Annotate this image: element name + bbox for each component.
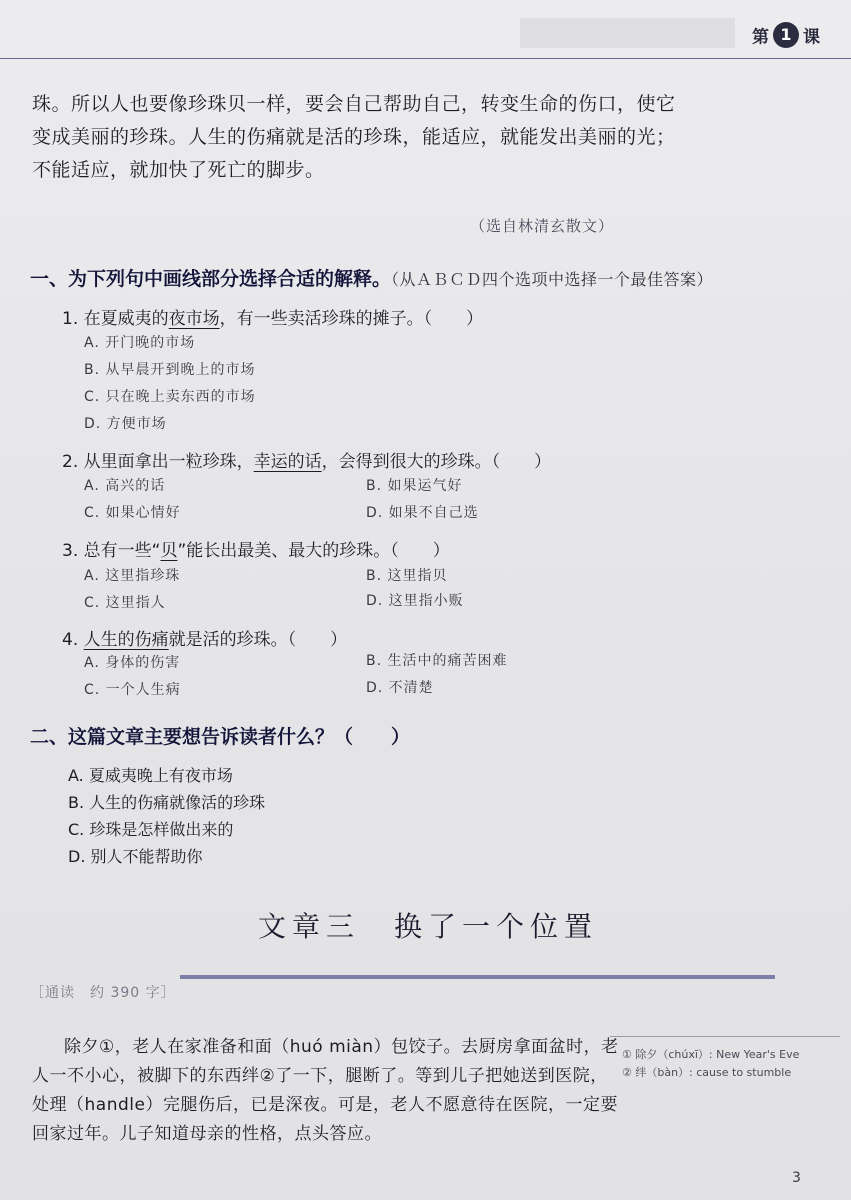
section1-title: 一、为下列句中画线部分选择合适的解释。: [30, 268, 392, 290]
question-3: [62, 536, 450, 561]
header-divider: [0, 58, 851, 59]
article-title: 文章三 换了一个位置: [258, 910, 599, 943]
question-1: [62, 304, 483, 329]
option-s2a: A. 夏威夷晚上有夜市场: [68, 766, 233, 785]
question-2: [62, 447, 551, 472]
question-text: 4.: [62, 630, 84, 650]
option-2c: C. 如果心情好: [84, 505, 181, 521]
option-3b: B. 这里指贝: [366, 568, 448, 584]
article-line: 除夕①，老人在家准备和面（huó miàn）包饺子。去厨房拿面盆时，老: [64, 1037, 619, 1057]
lesson-marker: [752, 22, 820, 48]
option-3c: C. 这里指人: [84, 595, 166, 611]
page-number: 3: [792, 1170, 801, 1186]
underlined-phrase: 幸运的话: [253, 452, 322, 472]
footnote-1: ① 除夕（chúxī）: New Year's Eve: [622, 1048, 800, 1061]
option-1a: A. 开门晚的市场: [84, 335, 196, 351]
intro-paragraph: [32, 88, 676, 187]
option-2d: D. 如果不自己选: [366, 505, 479, 521]
header-band: [520, 18, 735, 48]
option-4b: B. 生活中的痛苦困难: [366, 653, 508, 669]
intro-line: 珠。所以人也要像珍珠贝一样，要会自己帮助自己，转变生命的伤口，使它: [32, 93, 676, 115]
question-text: ”能长出最美、最大的珍珠。（ ）: [177, 541, 450, 561]
question-4: [62, 625, 347, 650]
article-line: 人一不小心，被脚下的东西绊②了一下，腿断了。等到儿子把她送到医院，: [32, 1066, 608, 1086]
lesson-prefix: 第: [752, 27, 769, 48]
reading-label: ［通读 约 390 字］: [30, 985, 176, 1001]
question-text: ，有一些卖活珍珠的摊子。（ ）: [219, 309, 484, 329]
option-4c: C. 一个人生病: [84, 682, 181, 698]
source-citation: （选自林清玄散文）: [470, 217, 615, 235]
intro-line: 变成美丽的珍珠。人生的伤痛就是活的珍珠，能适应，就能发出美丽的光；: [32, 126, 676, 148]
article-paragraph: [32, 1033, 619, 1149]
question-text: 1. 在夏威夷的: [62, 309, 169, 329]
option-s2b: B. 人生的伤痛就像活的珍珠: [68, 793, 266, 812]
footnote-divider: [610, 1036, 840, 1037]
option-s2d: D. 别人不能帮助你: [68, 847, 203, 866]
option-3a: A. 这里指珍珠: [84, 568, 181, 584]
option-1d: D. 方便市场: [84, 416, 167, 432]
article-line: 处理（handle）完腿伤后，已是深夜。可是，老人不愿意待在医院，一定要: [32, 1095, 618, 1115]
option-1c: C. 只在晚上卖东西的市场: [84, 389, 256, 405]
title-divider: [180, 975, 775, 979]
section2-heading: 二、这篇文章主要想告诉读者什么？（ ）: [30, 726, 411, 748]
option-4d: D. 不清楚: [366, 680, 434, 696]
option-s2c: C. 珍珠是怎样做出来的: [68, 820, 234, 839]
underlined-phrase: 人生的伤痛: [83, 630, 169, 650]
article-line: 回家过年。儿子知道母亲的性格，点头答应。: [32, 1124, 382, 1144]
option-4a: A. 身体的伤害: [84, 655, 181, 671]
option-1b: B. 从早晨开到晚上的市场: [84, 362, 256, 378]
underlined-phrase: 贝: [160, 541, 178, 561]
option-3d: D. 这里指小贩: [366, 593, 464, 609]
underlined-phrase: 夜市场: [168, 309, 220, 329]
lesson-number-badge: 1: [773, 22, 799, 48]
question-text: 3. 总有一些“: [62, 541, 161, 561]
intro-line: 不能适应，就加快了死亡的脚步。: [32, 159, 325, 181]
option-2b: B. 如果运气好: [366, 478, 463, 494]
section1-instruction: （从ＡＢＣＤ四个选项中选择一个最佳答案）: [391, 270, 714, 289]
section1-heading: [30, 264, 713, 291]
question-text: 就是活的珍珠。（ ）: [168, 630, 348, 650]
option-2a: A. 高兴的话: [84, 478, 166, 494]
question-text: ，会得到很大的珍珠。（ ）: [321, 452, 552, 472]
footnote-2: ② 绊（bàn）: cause to stumble: [622, 1066, 792, 1079]
lesson-suffix: 课: [803, 27, 820, 48]
question-text: 2. 从里面拿出一粒珍珠，: [62, 452, 254, 472]
